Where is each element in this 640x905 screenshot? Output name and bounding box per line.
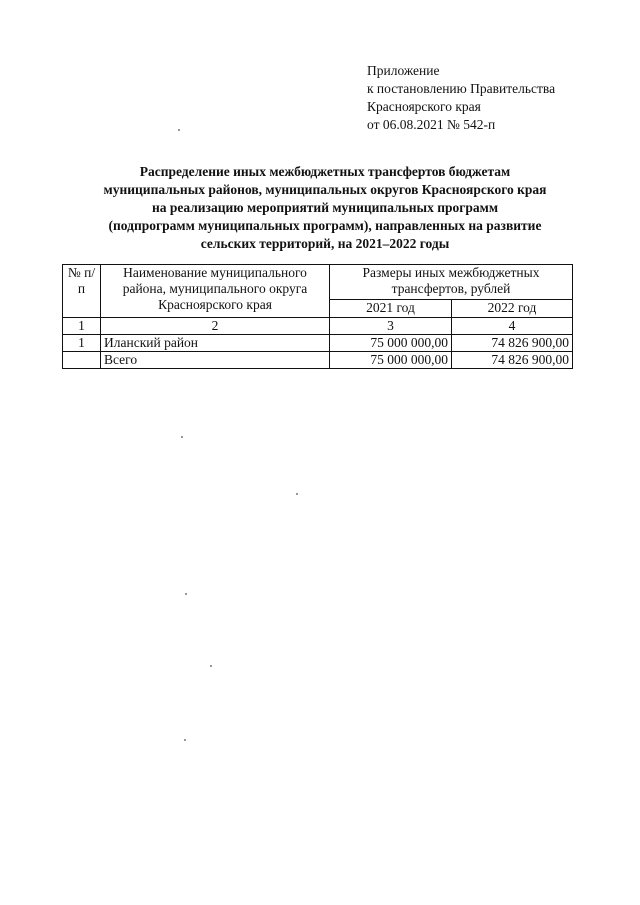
appendix-line: Приложение <box>367 63 440 78</box>
transfers-table <box>62 264 573 369</box>
table-total-row <box>63 352 573 369</box>
row-number <box>63 352 101 369</box>
scan-speck <box>185 593 187 595</box>
scan-speck <box>184 739 186 741</box>
column-number: 4 <box>452 318 573 335</box>
appendix-line: Красноярского края <box>367 99 481 114</box>
appendix-line: к постановлению Правительства <box>367 81 556 96</box>
header-sizes: Размеры иных межбюджетных трансфертов, рублей <box>330 265 573 300</box>
column-number: 2 <box>101 318 330 335</box>
title-line: (подпрограмм муниципальных программ), направленных на развитие <box>108 218 542 233</box>
scan-speck <box>181 436 183 438</box>
row-value-2021: 75 000 000,00 <box>330 352 452 369</box>
row-value-2022: 74 826 900,00 <box>452 352 573 369</box>
column-number: 3 <box>330 318 452 335</box>
scan-speck <box>178 129 180 131</box>
row-number: 1 <box>63 335 101 352</box>
title-line: муниципальных районов, муниципальных округов Красноярского края <box>103 182 547 197</box>
scan-speck <box>210 665 212 667</box>
header-year-2022: 2022 год <box>452 300 573 318</box>
appendix-block <box>367 62 555 134</box>
column-number: 1 <box>63 318 101 335</box>
row-name: Всего <box>101 352 330 369</box>
document-title <box>40 163 610 253</box>
appendix-date-line: от 06.08.2021 № 542-п <box>367 117 496 132</box>
table-header-row <box>63 265 573 300</box>
header-number: № п/п <box>63 265 101 318</box>
header-name: Наименование муниципального района, муниципального округа Красноярского края <box>101 265 330 318</box>
row-value-2022: 74 826 900,00 <box>452 335 573 352</box>
title-line: на реализацию мероприятий муниципальных программ <box>151 200 499 215</box>
title-line: Распределение иных межбюджетных трансфертов бюджетам <box>139 164 511 179</box>
header-year-2021: 2021 год <box>330 300 452 318</box>
table-row <box>63 335 573 352</box>
table-column-numbers-row <box>63 318 573 335</box>
row-name: Иланский район <box>101 335 330 352</box>
scan-speck <box>296 493 298 495</box>
row-value-2021: 75 000 000,00 <box>330 335 452 352</box>
title-line: сельских территорий, на 2021–2022 годы <box>200 236 450 251</box>
